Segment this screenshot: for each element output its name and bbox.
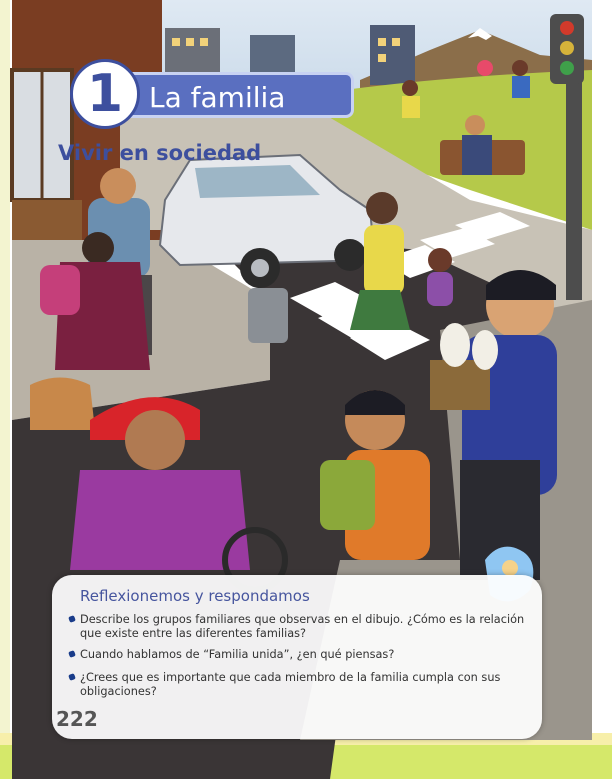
question-text: Describe los grupos familiares que observas en el dibujo. ¿Cómo es la relación que existe entre las diferentes familias?: [80, 613, 525, 640]
chapter-badge: [62, 52, 362, 132]
section-subtitle: Vivir en sociedad: [58, 141, 262, 165]
question-text: ¿Crees que es importante que cada miembro de la familia cumpla con sus obligaciones?: [80, 671, 501, 698]
question-item: [80, 671, 532, 699]
question-item: [80, 648, 532, 662]
bullet-icon: [68, 650, 76, 658]
question-text: Cuando hablamos de “Familia unida”, ¿en qué piensas?: [80, 648, 395, 661]
question-item: [80, 613, 532, 641]
trash-can: [248, 288, 288, 343]
reflection-title: Reflexionemos y respondamos: [80, 587, 310, 605]
building: [370, 25, 415, 85]
page-number: 222: [56, 707, 98, 731]
bullet-icon: [68, 615, 76, 623]
bullet-icon: [68, 673, 76, 681]
chapter-title: La familia: [110, 72, 354, 118]
chapter-number: 1: [70, 59, 140, 129]
reflection-panel: [52, 575, 542, 739]
